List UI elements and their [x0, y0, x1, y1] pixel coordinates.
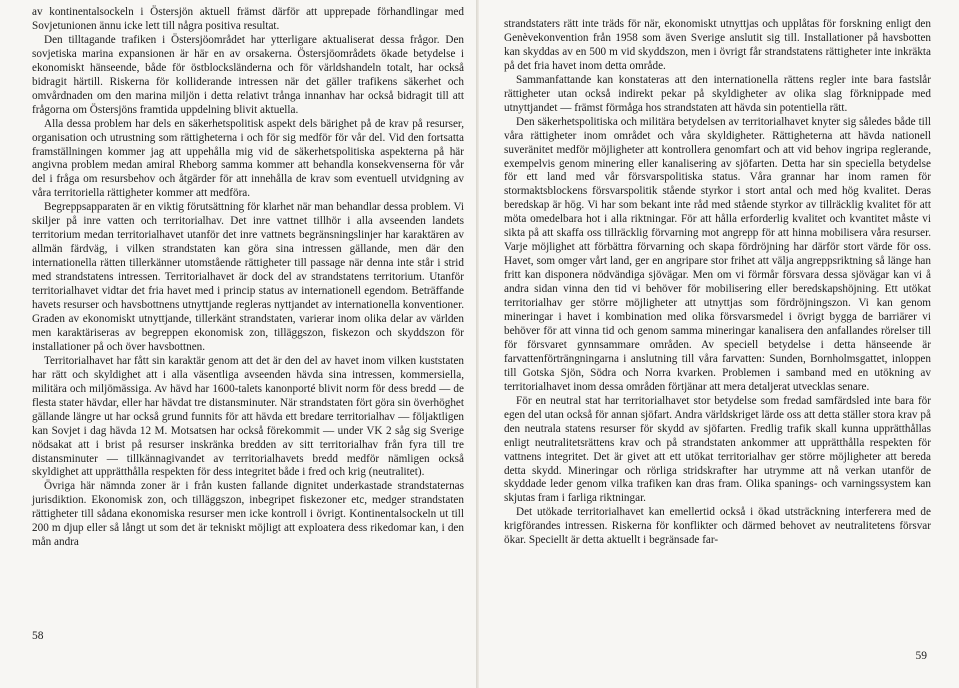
right-page-text	[504, 18, 931, 548]
paragraph: Övriga här nämnda zoner är i från kusten fallande dignitet underkastade strandstaternas jurisdiktion. Ekonomisk zon, och tilläggszon, inbegripet fiskezoner etc, medger strandstaten rättigheter till sådana ekonomiska resurser men icke kontroll i övrigt. Kontinentalsockeln ut till 200 m djup eller så långt ut som det är tekniskt möjligt att exploatera dess rikedomar kan, i den mån andra	[32, 480, 464, 549]
right-page-number: 59	[915, 650, 927, 662]
left-page-text	[32, 6, 464, 550]
paragraph: Begreppsapparaten är en viktig förutsättning för klarhet när man behandlar dessa problem. Vi skiljer på inre vatten och territorialhav. Det inre vattnet tillhör i alla avseenden landets territorium medan territorialhavet utanför det inre vattnets begränsningslinjer har karaktären av allmän färdväg, i vilken strandstaten kan göra sina intressen gällande, men där den internationella rätten tillerkänner utomstående rättigheter till passage när denna inte står i strid med strandstatens intressen. Territorialhavet är dock del av strandstatens territorium. Utanför territorialhavet vidtar det fria havet med i princip status av internationell egendom. Beträffande havets resurser och havsbottnens utnyttjande regleras nyttjandet av internationella konventioner. Graden av ekonomiskt utnyttjande, tillerkänt strandstaten, varierar inom olika delar av världen men karaktäriseras av begreppen ekonomisk zon, tilläggszon, fiskezon och skyddszon för installationer på och över havsbottnen.	[32, 201, 464, 353]
paragraph: av kontinentalsockeln i Östersjön aktuell främst därför att upprepade förhandlingar med Sovjetunionen ännu icke lett till några positiva resultat.	[32, 6, 464, 32]
paragraph: Den säkerhetspolitiska och militära betydelsen av territorialhavet knyter sig således både till våra rättigheter inom området och våra skyldigheter. Rättigheterna att hävda nationell suveränitet medför möjligheter att kontrollera genomfart och att vid behov ingripa reglerande, exempelvis genom minering eller kanalisering av sjöfarten. Detta har sin speciella betydelse för ett land med vår försvarspolitiska status. Våra grannar har inom ramen för stormaktsblockens försvarspolitik stående styrkor i stort antal och med hög kvalitet. Deras beredskap är hög. Vi har som bekant inte råd med stående styrkor av tillräcklig kvalitet för att möta omedelbara hot i alla riktningar. För att hålla erforderlig kvalitet och kvantitet måste vi sikta på att skaffa oss tillräcklig förvarning mot angrepp för att hinna mobilisera våra resurser. Varje möjlighet att förbättra förvarning och skapa fördröjning har därför stort värde för oss. Havet, som omger vårt land, ger en angripare stor frihet att välja angreppsriktning så länge han fritt kan disponera nödvändiga sjövägar. Men om vi förmår försvara dessa sjövägar kan vi å andra sidan vinna den tid vi behöver för mobilisering eller beredskapshöjning. Ett utökat territorialhav ger större möjligheter att utnyttjas som fördröjningszon. Vi kan genom mineringar i havet i kombination med olika försvarsmedel i övrigt bygga de barriärer vi behöver för att vinna tid och genom samma mineringar kanalisera den anfallandes rörelser till för försvaret gynnsammare områden. Av speciell betydelse i detta hänseende är farvattenförträngningarna i anslutning till våra farvatten: Sunden, Bornholmsgattet, inloppen till Gotska Sjön, Södra och Norra kvarken. Problemen i samband med en utökning av territorialhavet inom dessa områden förtjänar att mera detaljerat utvecklas senare.	[504, 115, 931, 393]
left-page	[0, 0, 476, 688]
paragraph: Alla dessa problem har dels en säkerhetspolitisk aspekt dels bärighet på de krav på resurser, organisation och utrustning som rättigheterna i och för sig medför för vår del. Vid den fortsatta framställningen kommer jag att uppehålla mig vid de säkerhetspolitiska aspekterna på här angivna problem medan amiral Rheborg samma kommer att behandla konsekvenserna för vår del i fråga om resursbehov och åtgärder för att innehålla de krav som eventuell utvidgning av våra territoriella rättigheter kommer att medföra.	[32, 117, 464, 200]
paragraph: strandstaters rätt inte träds för när, ekonomiskt utnyttjas och upplåtas för forskning enligt den Genèvekonvention från 1958 som även Sverige anslutit sig till. Installationer på havsbotten kan skyddas av en 500 m vid skyddszon, men i övrigt får strandstatens rättigheter inte inkräkta på det fria havet inom detta område.	[504, 18, 931, 72]
right-page	[478, 0, 959, 688]
paragraph: Sammanfattande kan konstateras att den internationella rättens regler inte bara fastslår rättigheter utan också indirekt pekar på skyldigheter av olika slag förknippade med utnyttjandet — främst förmåga hos strandstaten att hävda sin potentiella rätt.	[504, 73, 931, 114]
paragraph: Den tilltagande trafiken i Östersjöområdet har ytterligare aktualiserat dessa frågor. Den sovjetiska marina expansionen är här en av orsakerna. Östersjöområdets ökade betydelse i ekonomiskt hänseende, både för östblocksländerna och för världshandeln totalt, har också bidragit härtill. Riskerna för kolliderande intressen när det gäller trafikens säkerhet och omvårdnaden om den marina miljön i detta relativt trånga innanhav har också bidragit till att frågorna om Östersjöns framtida uppdelning blivit aktuella.	[32, 33, 464, 116]
paragraph: Det utökade territorialhavet kan emellertid också i ökad utsträckning interferera med de krigförandes intressen. Riskerna för konflikter och därmed behovet av neutralitetens försvar ökar. Speciellt är detta aktuellt i begränsade far-	[504, 506, 931, 547]
left-page-number: 58	[32, 630, 44, 642]
paragraph: Territorialhavet har fått sin karaktär genom att det är den del av havet inom vilken kuststaten har rätt och skyldighet att i alla väsentliga avseenden hävda sina intressen, kommersiella, militära och miljömässiga. Av hävd har 1600-talets kanonporté blivit norm för dess bredd — de flesta stater hävdar, eller har hävdat tre distansminuter. När strandstaten fört göra sin överhöghet gällande längre ut har också grund funnits för att hävda ett bredare territorialhav — följaktligen kan Sovjet i dag hävda 12 M. Motsatsen har också förekommit — under VK 2 såg sig Sverige nödsakat att i brist på resurser inskränka bredden av sitt territorialhav från fyra till tre distansminuter — tillkännagivandet av territorialhavets bredd medför nämligen också skyldighet att upprätthålla respekten för dess integritet både i fred och krig (neutralitet).	[32, 354, 464, 479]
paragraph: För en neutral stat har territorialhavet stor betydelse som fredad samfärdsled inte bara för egen del utan också för annan sjöfart. Andra världskriget lärde oss att detta ställer stora krav på den neutrala statens resurser för skydd av sjöfarten. Fredlig trafik skall kunna upprätthållas enligt neutralitetsrättens krav och på strandstaten ankommer att upprätthålla respekten för vattnens integritet. Det är givet att ett utökat territorialhav ger större möjligheter att bereda detta skydd. Mineringar och rörliga stridskrafter har utrymme att nå verkan utanför de skyddade leder genom vilka trafiken kan dras fram. Olika spanings- och varningssystem kan skjutas fram i farliga riktningar.	[504, 394, 931, 505]
